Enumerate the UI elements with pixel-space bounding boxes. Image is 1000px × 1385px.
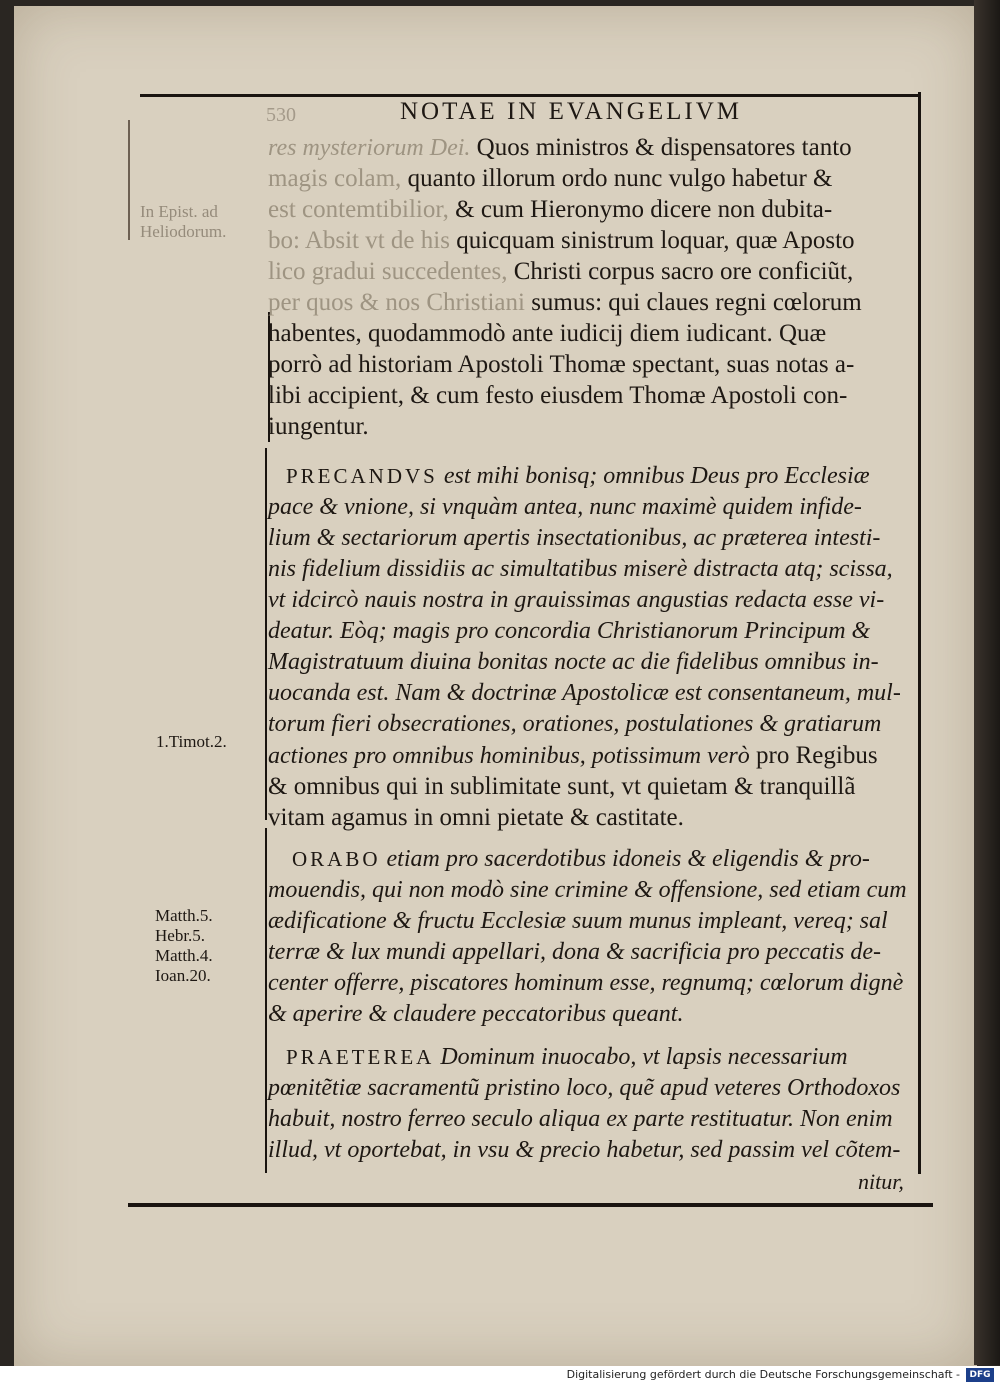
paragraph-4 [268, 1042, 918, 1166]
digitization-credit: Digitalisierung gefördert durch die Deutsche Forschungsgemeinschaft - [566, 1368, 960, 1381]
text-run: etiam pro sacerdotibus idoneis & eligendis & pro- [380, 846, 870, 872]
text-run: sumus: qui claues regni cœlorum [524, 289, 862, 316]
text-line: libi accipient, & cum festo eiusdem Thomæ Apostoli con- [268, 382, 848, 409]
text-line: uocanda est. Nam & doctrinæ Apostolicæ est consentaneum, mul- [268, 680, 901, 706]
text-line: & aperire & claudere peccatoribus queant. [268, 1001, 684, 1027]
text-line: ædificatione & fructu Ecclesiæ suum munus impleant, vereq; sal [268, 908, 888, 934]
paragraph-1 [268, 132, 918, 442]
right-frame-rule [918, 92, 921, 1174]
margin-rule-lower [265, 828, 267, 1173]
lead-word: PRECANDVS [286, 464, 438, 488]
margin-note-line: Hebr.5. [155, 926, 206, 945]
faded-text: bo: Absit vt de his [268, 227, 450, 254]
text-line [268, 740, 918, 771]
text-run: & cum Hieronymo dicere non dubita- [448, 196, 833, 223]
left-ornament-rule [128, 120, 130, 240]
lead-word: ORABO [292, 847, 381, 871]
text-line: lium & sectariorum apertis insectationibus, ac præterea intesti- [268, 525, 881, 551]
text-line [268, 132, 918, 163]
text-run: Quos ministros & dispensatores tanto [470, 134, 852, 161]
margin-rule-middle [265, 448, 267, 820]
text-line: pœnitẽtiæ sacramentũ pristino loco, quẽ apud veteres Orthodoxos [268, 1075, 901, 1101]
text-line: pace & vnione, si vnquàm antea, nunc maximè quidem infide- [268, 494, 862, 520]
text-line [268, 844, 918, 875]
text-line: deatur. Eòq; magis pro concordia Christianorum Principum & [268, 618, 871, 644]
digitization-footer [0, 1366, 1000, 1385]
margin-note-timothy: 1.Timot.2. [156, 732, 227, 751]
text-line: torum fieri obsecrationes, orationes, postulationes & gratiarum [268, 711, 882, 737]
book-spine [974, 0, 1000, 1365]
text-line: habentes, quodammodò ante iudicij diem iudicant. Quæ [268, 320, 827, 347]
lead-word: PRAETEREA [286, 1045, 435, 1069]
text-run: Christi corpus sacro ore conficiũt, [507, 258, 854, 285]
text-line: terræ & lux mundi appellari, dona & sacrificia pro peccatis de- [268, 939, 882, 965]
text-line: porrò ad historiam Apostoli Thomæ spectant, suas notas a- [268, 351, 855, 378]
text-line [268, 287, 918, 318]
text-line [268, 225, 918, 256]
text-line: iungentur. [268, 413, 369, 440]
text-line: vitam agamus in omni pietate & castitate. [268, 804, 684, 831]
faded-text: per quos & nos Christiani [268, 289, 525, 316]
top-rule [140, 94, 920, 97]
faded-text: magis colam, [268, 165, 402, 192]
text-line: Magistratuum diuina bonitas nocte ac die fidelibus omnibus in- [268, 649, 879, 675]
text-run: est mihi bonisq; omnibus Deus pro Ecclesiæ [437, 463, 870, 489]
faded-text: lico gradui succedentes, [268, 258, 508, 285]
margin-note-epistle [140, 202, 226, 242]
text-line: nis fidelium dissidiis ac simultatibus miserè distracta atq; scissa, [268, 556, 893, 582]
text-line [268, 194, 918, 225]
margin-note-line: Heliodorum. [140, 222, 227, 241]
running-title: NOTAE IN EVANGELIVM [400, 98, 742, 125]
text-line: & omnibus qui in sublimitate sunt, vt quietam & tranquillã [268, 773, 856, 800]
catchword: nitur, [858, 1169, 904, 1194]
dfg-logo-icon: DFG [966, 1368, 994, 1382]
faded-text: est contemtibilior, [268, 196, 449, 223]
italic-run: actiones pro omnibus hominibus, potissimum verò [268, 743, 750, 769]
faded-text: res mysteriorum Dei. [268, 135, 471, 161]
text-line: illud, vt oportebat, in vsu & precio habetur, sed passim vel cõtem- [268, 1137, 901, 1163]
text-line: mouendis, qui non modò sine crimine & offensione, sed etiam cum [268, 877, 907, 903]
text-line [268, 461, 918, 492]
text-run: quicquam sinistrum loquar, quæ Aposto [449, 227, 855, 254]
margin-note-line: Ioan.20. [155, 966, 211, 985]
margin-note-line: Matth.5. [155, 906, 213, 925]
margin-note-references [155, 906, 213, 986]
margin-note-line: Matth.4. [155, 946, 213, 965]
paragraph-3 [268, 844, 918, 1030]
text-line: center offerre, piscatores hominum esse, regnumq; cœlorum dignè [268, 970, 904, 996]
margin-note-line: In Epist. ad [140, 202, 218, 221]
text-run: pro Regibus [749, 742, 878, 769]
text-line [268, 256, 918, 287]
text-run: Dominum inuocabo, vt lapsis necessarium [434, 1044, 848, 1070]
text-line: habuit, nostro ferreo seculo aliqua ex parte restituatur. Non enim [268, 1106, 893, 1132]
page-number: 530 [266, 104, 296, 126]
bottom-rule [128, 1203, 933, 1207]
text-line [268, 163, 918, 194]
text-run: quanto illorum ordo nunc vulgo habetur & [401, 165, 833, 192]
text-line: vt idcircò nauis nostra in grauissimas angustias redacta esse vi- [268, 587, 885, 613]
paragraph-2 [268, 461, 918, 833]
text-line [268, 1042, 918, 1073]
